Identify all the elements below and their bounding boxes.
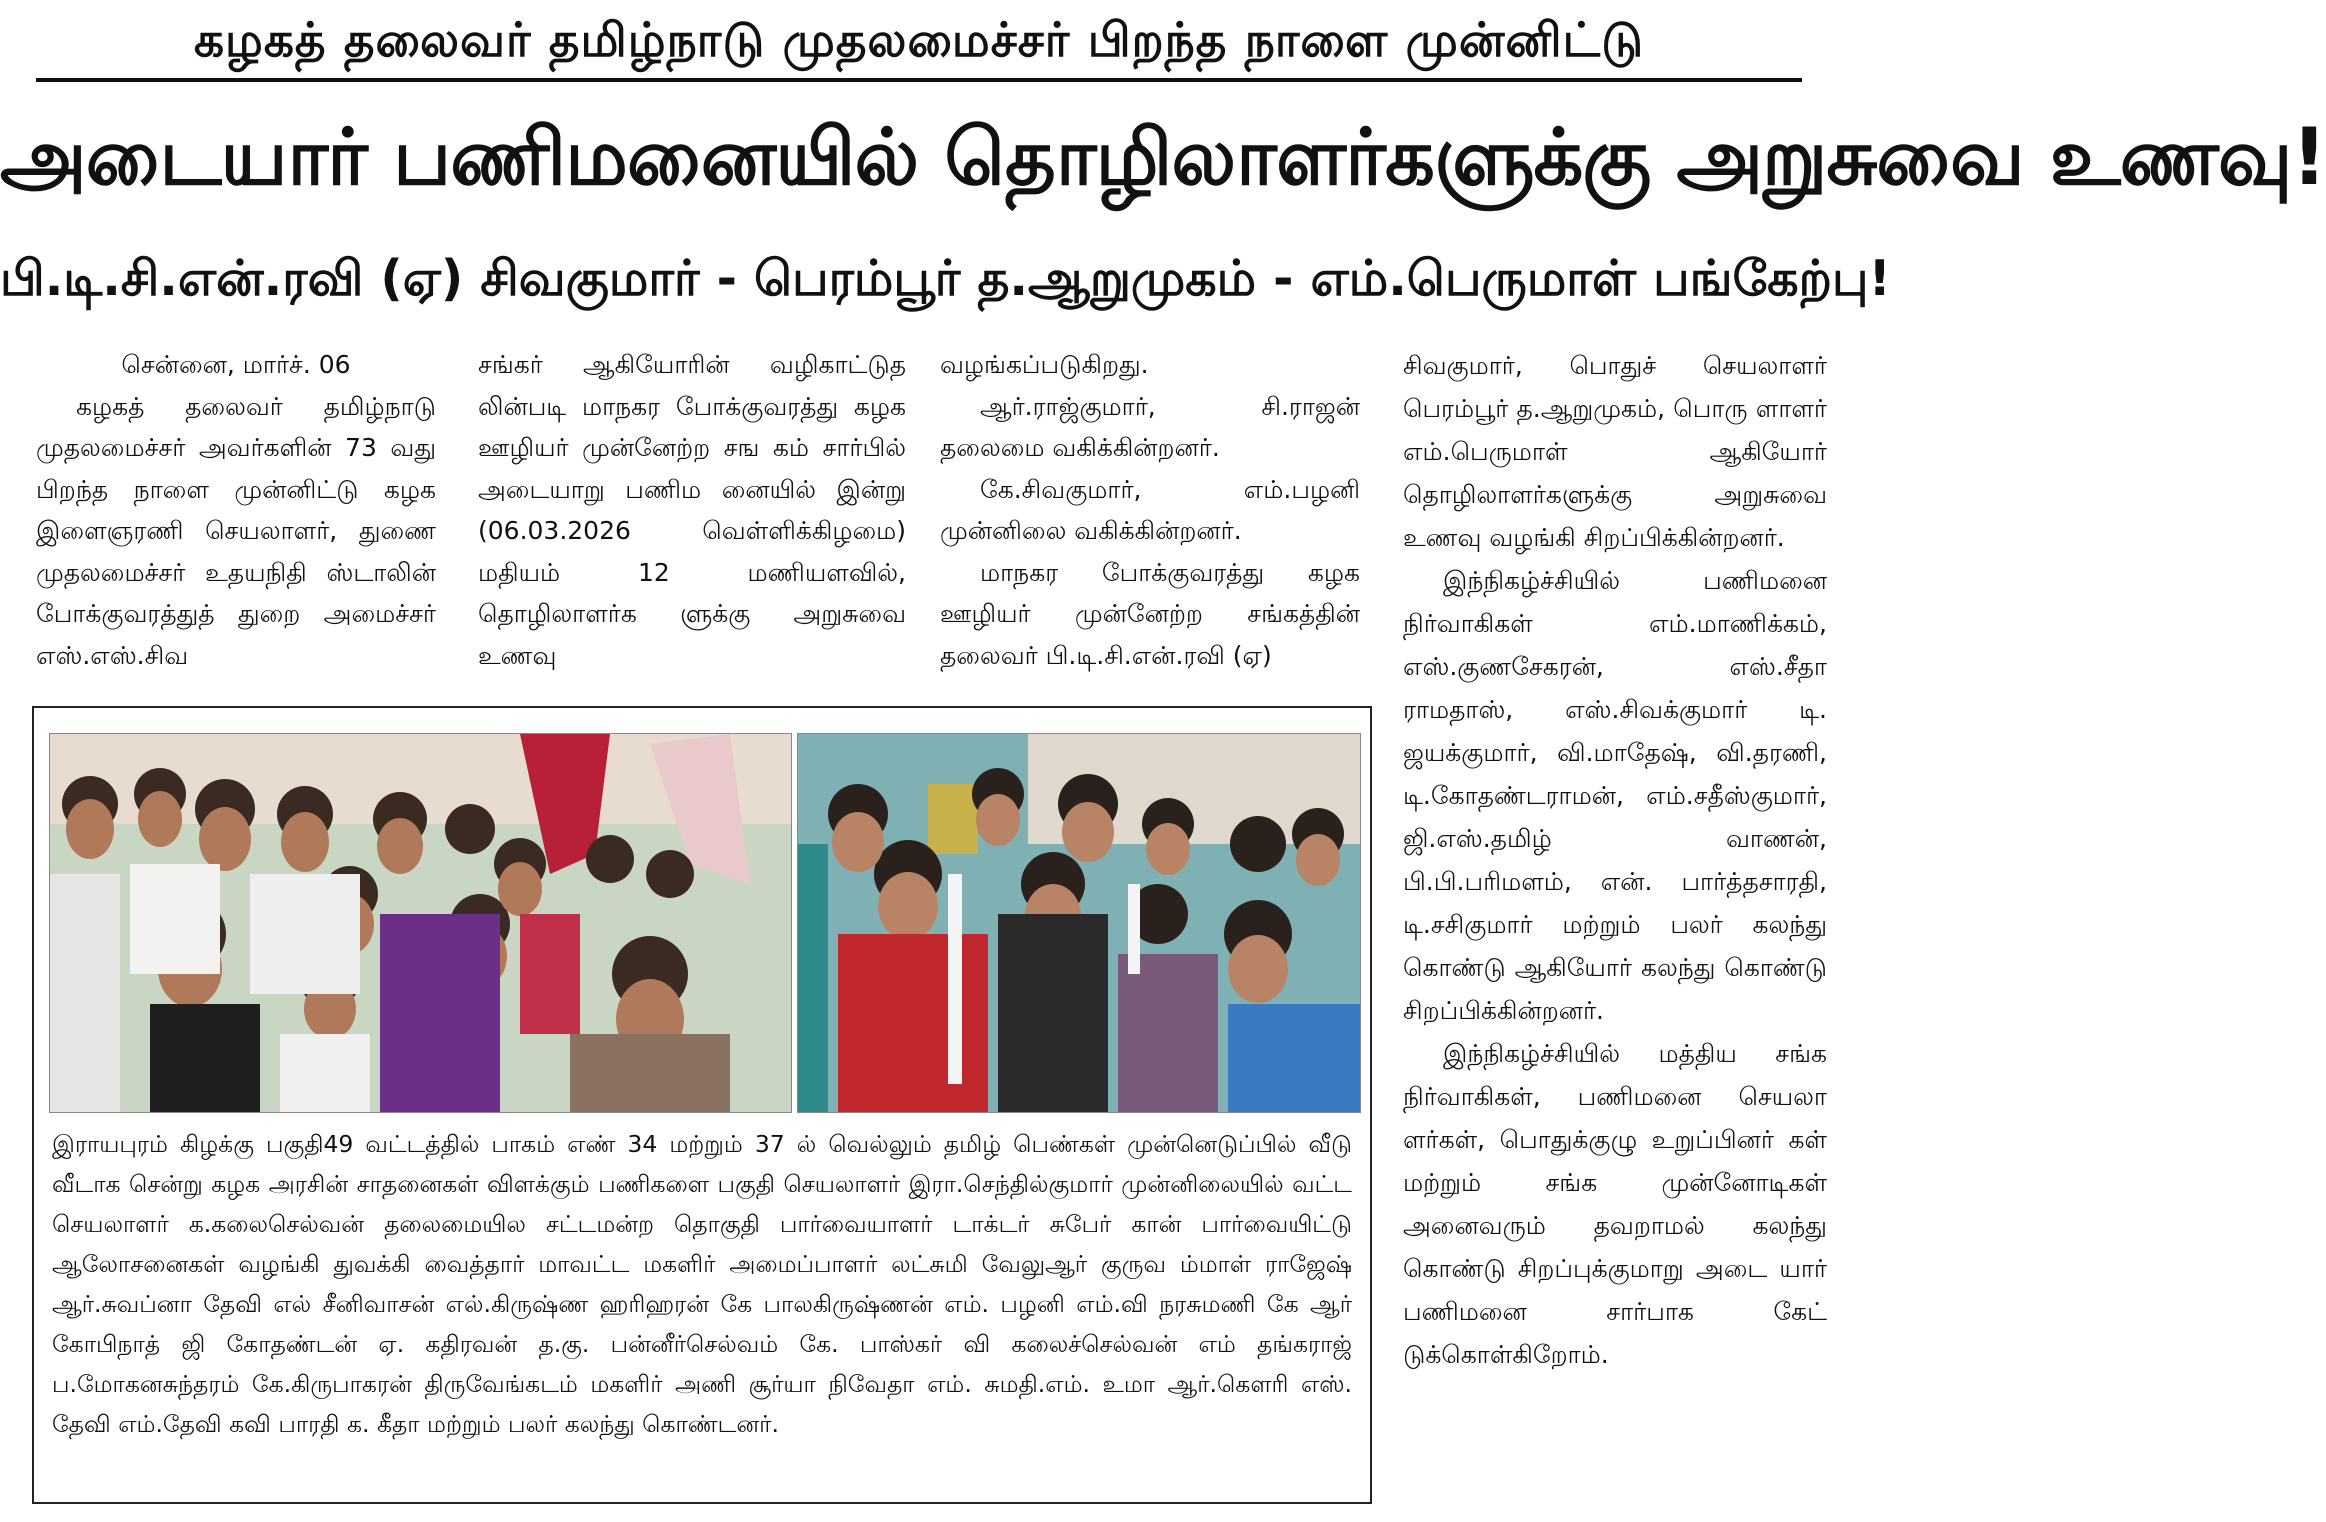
headline-sub: பி.டி.சி.என்.ரவி (ஏ) சிவகுமார் - பெரம்பூர் த.ஆறுமுகம் - எம்.பெருமாள் பங்கேற்பு! [0,250,1891,307]
article-paragraph: சிவகுமார், பொதுச் செயலாளர் பெரம்பூர் த.ஆறுமுகம், பொரு ளாளர் எம்.பெருமாள் ஆகியோர் தொழிலாளர்களுக்கு அறுசுவை உணவு வழங்கி சிறப்பிக்கின்றனர். [1403,351,1827,552]
article-paragraph: சங்கர் ஆகியோரின் வழிகாட்டுத லின்படி மாநகர போக்குவரத்து கழக ஊழியர் முன்னேற்ற சங கம் சார்பில் அடையாறு பணிம னையில் இன்று (06.03.2026 வெள்ளிக்கிழமை) மதியம் 12 மணியளவில், தொழிலாளர்க ளுக்கு அறுசுவை உணவு [478,350,906,670]
article-column-2 [478,344,906,676]
photo-crowd-image [50,734,791,1112]
photo-caption: இராயபுரம் கிழக்கு பகுதி49 வட்டத்தில் பாகம் எண் 34 மற்றும் 37 ல் வெல்லும் தமிழ் பெண்கள் முன்னெடுப்பில் வீடு வீடாக சென்று கழக அரசின் சாதனைகள் விளக்கும் பணிகளை பகுதி செயலாளர் இரா.செந்தில்குமார் முன்னிலையில் வட்ட செயலாளர் க.கலைசெல்வன் தலைமையில சட்டமன்ற தொகுதி பார்வையாளர் டாக்டர் சுபேர் கான் பார்வையிட்டு ஆலோசனைகள் வழங்கி துவக்கி வைத்தார் மாவட்ட மகளிர் அமைப்பாளர் லட்சுமி வேலுஆர் குருவ ம்மாள் ராஜேஷ் ஆர்.சுவப்னா தேவி எல் சீனிவாசன் எல்.கிருஷ்ண ஹரிஹரன் கே பாலகிருஷ்ணன் எம். பழனி எம்.வி நரசுமணி கே ஆர் கோபிநாத் ஜி கோதண்டன் ஏ. கதிரவன் த.கு. பன்னீர்செல்வம் கே. பாஸ்கர் வி கலைச்செல்வன் எம் தங்கராஜ் ப.மோகனசுந்தரம் கே.கிருபாகரன் திருவேங்கடம் மகளிர் அணி சூர்யா நிவேதா எம். சுமதி.எம். உமா ஆர்.கௌரி எஸ். தேவி எம்.தேவி கவி பாரதி க. கீதா மற்றும் பலர் கலந்து கொண்டனர். [52,1130,1352,1438]
article-paragraph: இந்நிகழ்ச்சியில் மத்திய சங்க நிர்வாகிகள், பணிமனை செயலா ளர்கள், பொதுக்குழு உறுப்பினர் கள் மற்றும் சங்க முன்னோடிகள் அனைவரும் தவறாமல் கலந்து கொண்டு சிறப்புக்குமாறு அடை யார் பணிமனை சார்பாக கேட் டுக்கொள்கிறோம். [1403,1039,1827,1369]
headline-divider [36,78,1802,82]
article-paragraph: கே.சிவகுமார், எம்.பழனி முன்னிலை வகிக்கின்றனர். [940,474,1360,545]
headline-kicker: கழகத் தலைவர் தமிழ்நாடு முதலமைச்சர் பிறந்த நாளை முன்னிட்டு [193,13,1645,68]
article-paragraph: மாநகர போக்குவரத்து கழக ஊழியர் முன்னேற்ற சங்கத்தின் தலைவர் பி.டி.சி.என்.ரவி (ஏ) [940,557,1360,670]
article-column-3 [940,344,1360,676]
event-photo-left [49,733,792,1113]
article-column-1 [36,344,436,676]
dateline: சென்னை, மார்ச். 06 [121,350,351,379]
photo-feature-box [32,706,1372,1504]
article-paragraph: ஆர்.ராஜ்குமார், சி.ராஜன் தலைமை வகிக்கின்றனர். [940,391,1360,462]
article-paragraph: வழங்கப்படுகிறது. [940,350,1149,379]
headline-main: அடையார் பணிமனையில் தொழிலாளர்களுக்கு அறுசுவை உணவு! [0,113,2326,203]
article-paragraph: இந்நிகழ்ச்சியில் பணிமனை நிர்வாகிகள் எம்.மாணிக்கம், எஸ்.குணசேகரன், எஸ்.சீதா ராமதாஸ், எஸ்.சிவக்குமார் டி. ஜயக்குமார், வி.மாதேஷ், வி.தரணி, டி.கோதண்டராமன், எம்.சதீஸ்குமார், ஜி.எஸ்.தமிழ் வாணன், பி.பி.பரிமளம், என். பார்த்தசாரதி, டி.சசிகுமார் மற்றும் பலர் கலந்து கொண்டு ஆகியோர் கலந்து கொண்டு சிறப்பிக்கின்றனர். [1403,566,1827,1025]
article-column-4 [1403,344,1827,1376]
photo-crowd-image [798,734,1360,1112]
article-paragraph: கழகத் தலைவர் தமிழ்நாடு முதலமைச்சர் அவர்களின் 73 வது பிறந்த நாளை முன்னிட்டு கழக இளைஞரணி செயலாளர், துணை முதலமைச்சர் உதயநிதி ஸ்டாலின் போக்குவரத்துத் துறை அமைச்சர் எஸ்.எஸ்.சிவ [36,391,436,670]
event-photo-right [797,733,1361,1113]
